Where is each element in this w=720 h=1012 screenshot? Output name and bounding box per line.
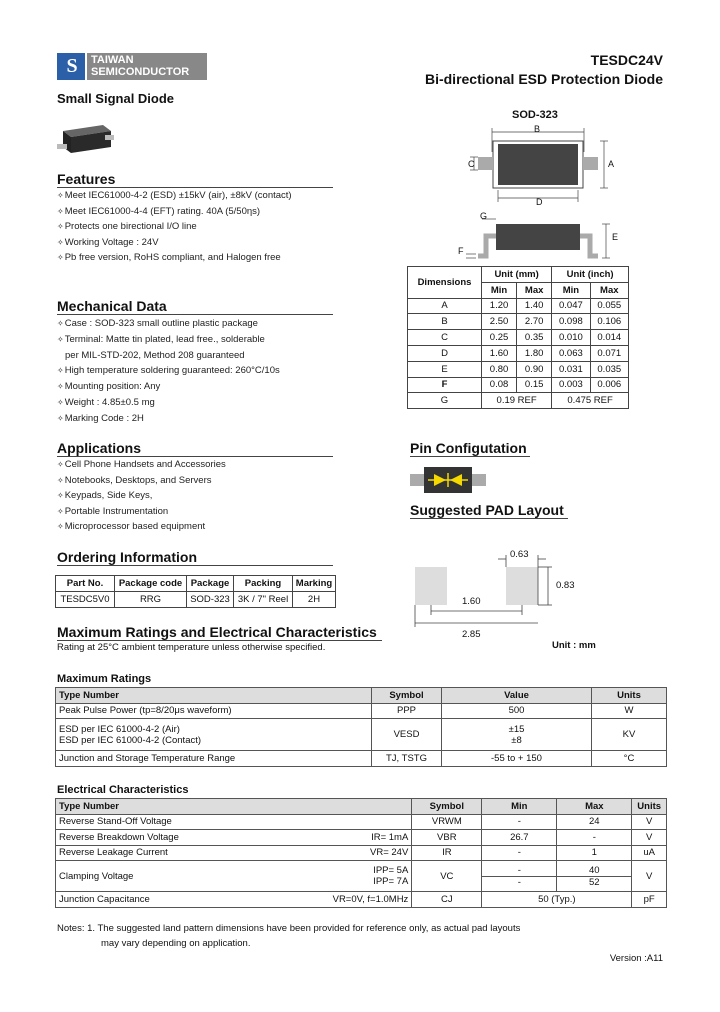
table-row: E 0.80 0.90 0.031 0.035 [408, 361, 629, 377]
product-photo [55, 117, 115, 159]
list-item: ✧ Portable Instrumentation [57, 504, 226, 520]
list-item: per MIL-STD-202, Method 208 guaranteed [65, 349, 245, 361]
package-outline-drawing [460, 122, 620, 262]
mm-max-header: Max [517, 282, 552, 298]
pin-config-diagram [410, 466, 486, 494]
table-header-row: Type Number Symbol Min Max Units [56, 799, 667, 815]
ratings-note: Rating at 25°C ambient temperature unless otherwise specified. [57, 642, 326, 653]
table-row: Reverse Leakage Current VR= 24V IR - 1 uA [56, 845, 667, 861]
table-row: Reverse Stand-Off Voltage VRWM - 24 V [56, 814, 667, 830]
dim-label-g: G [480, 211, 488, 221]
table-row: ESD per IEC 61000-4-2 (Air) ESD per IEC 61000-4-2 (Contact) VESD ±15 ±8 KV [56, 719, 667, 751]
pad-layout-title: Suggested PAD Layout [410, 502, 568, 519]
pad-dim-285: 2.85 [462, 629, 481, 640]
list-item: ✧ Pb free version, RoHS compliant, and Halogen free [57, 250, 292, 266]
pin-config-title: Pin Configutation [410, 440, 530, 457]
max-ratings-table [55, 687, 667, 767]
dimensions-table [407, 266, 629, 409]
notes-line-1: Notes: 1. The suggested land pattern dimensions have been provided for reference only, as actual pad layouts [57, 923, 521, 934]
version-label: Version :A11 [609, 953, 663, 964]
table-row: Junction Capacitance VR=0V, f=1.0MHz CJ 50 (Typ.) pF [56, 892, 667, 908]
list-item: ✧ Notebooks, Desktops, and Servers [57, 473, 226, 489]
elec-title: Electrical Characteristics [57, 784, 189, 796]
mm-header: Unit (mm) [482, 267, 552, 283]
mm-min-header: Min [482, 282, 517, 298]
list-item: ✧ Cell Phone Handsets and Accessories [57, 457, 226, 473]
dim-label-f: F [458, 246, 464, 256]
table-row: Peak Pulse Power (tp=8/20μs waveform) PPP 500 W [56, 703, 667, 719]
ordering-title: Ordering Information [57, 549, 333, 566]
table-row: TESDC5V0 RRG SOD-323 3K / 7" Reel 2H [56, 592, 336, 608]
list-item: ✧ Terminal: Matte tin plated, lead free., solderable [57, 332, 280, 348]
pad-dim-063: 0.63 [510, 549, 529, 560]
electrical-table [55, 798, 667, 908]
table-row: G 0.19 REF 0.475 REF [408, 393, 629, 409]
table-row: Reverse Breakdown Voltage IR= 1mA VBR 26.7 - V [56, 830, 667, 846]
ordering-table [55, 575, 336, 608]
table-row: D 1.60 1.80 0.063 0.071 [408, 345, 629, 361]
list-item: ✧ Case : SOD-323 small outline plastic package [57, 316, 280, 332]
pad-dim-160: 1.60 [462, 596, 481, 607]
company-logo-mark: S [57, 53, 85, 80]
table-row: Junction and Storage Temperature Range TJ, TSTG -55 to + 150 °C [56, 751, 667, 767]
table-header-row: Type Number Symbol Value Units [56, 688, 667, 704]
in-min-header: Min [552, 282, 590, 298]
dim-label-c: C [468, 159, 475, 169]
list-item: ✧ Working Voltage : 24V [57, 235, 292, 251]
table-row: A 1.20 1.40 0.047 0.055 [408, 298, 629, 314]
company-logo-text [87, 53, 207, 80]
mechanical-list [57, 316, 280, 427]
table-row: F 0.08 0.15 0.003 0.006 [408, 377, 629, 393]
table-row: C 0.25 0.35 0.010 0.014 [408, 330, 629, 346]
list-item: ✧ High temperature soldering guaranteed: 260°C/10s [57, 363, 280, 379]
list-item: ✧ Weight : 4.85±0.5 mg [57, 395, 280, 411]
pad-unit: Unit : mm [552, 640, 596, 651]
list-item: ✧ Meet IEC61000-4-2 (ESD) ±15kV (air), ±8kV (contact) [57, 188, 292, 204]
table-header-row: Part No. Package code Package Packing Marking [56, 576, 336, 592]
logo-line-2: SEMICONDUCTOR [91, 66, 190, 78]
applications-list [57, 457, 226, 535]
package-title: SOD-323 [512, 109, 558, 121]
applications-title: Applications [57, 440, 333, 457]
part-number: TESDC24V [590, 52, 663, 68]
dim-label-d: D [536, 197, 543, 207]
ratings-title: Maximum Ratings and Electrical Characteristics [57, 624, 382, 641]
in-max-header: Max [590, 282, 628, 298]
product-subtitle: Bi-directional ESD Protection Diode [424, 71, 663, 87]
list-item: ✧ Mounting position: Any [57, 379, 280, 395]
dim-label-a: A [608, 159, 615, 169]
dim-label-e: E [612, 232, 619, 242]
list-item: ✧ Protects one birectional I/O line [57, 219, 292, 235]
pad-dim-083: 0.83 [556, 580, 575, 591]
dim-header: Dimensions [408, 267, 482, 299]
mechanical-title: Mechanical Data [57, 298, 333, 315]
features-title: Features [57, 171, 333, 188]
list-item: ✧ Microprocessor based equipment [57, 519, 226, 535]
notes-line-2: may vary depending on application. [101, 938, 251, 949]
logo-line-1: TAIWAN [91, 54, 134, 66]
category-title: Small Signal Diode [57, 91, 175, 106]
max-ratings-title: Maximum Ratings [57, 673, 152, 685]
features-list [57, 188, 292, 266]
table-row: Clamping Voltage IPP= 5A IPP= 7A VC - - 40 52 V [56, 861, 667, 892]
dim-label-b: B [534, 124, 541, 134]
table-row: B 2.50 2.70 0.098 0.106 [408, 314, 629, 330]
list-item: ✧ Meet IEC61000-4-4 (EFT) rating. 40A (5/50ηs) [57, 204, 292, 220]
list-item: ✧ Marking Code : 2H [57, 411, 280, 427]
inch-header: Unit (inch) [552, 267, 629, 283]
list-item: ✧ Keypads, Side Keys, [57, 488, 226, 504]
